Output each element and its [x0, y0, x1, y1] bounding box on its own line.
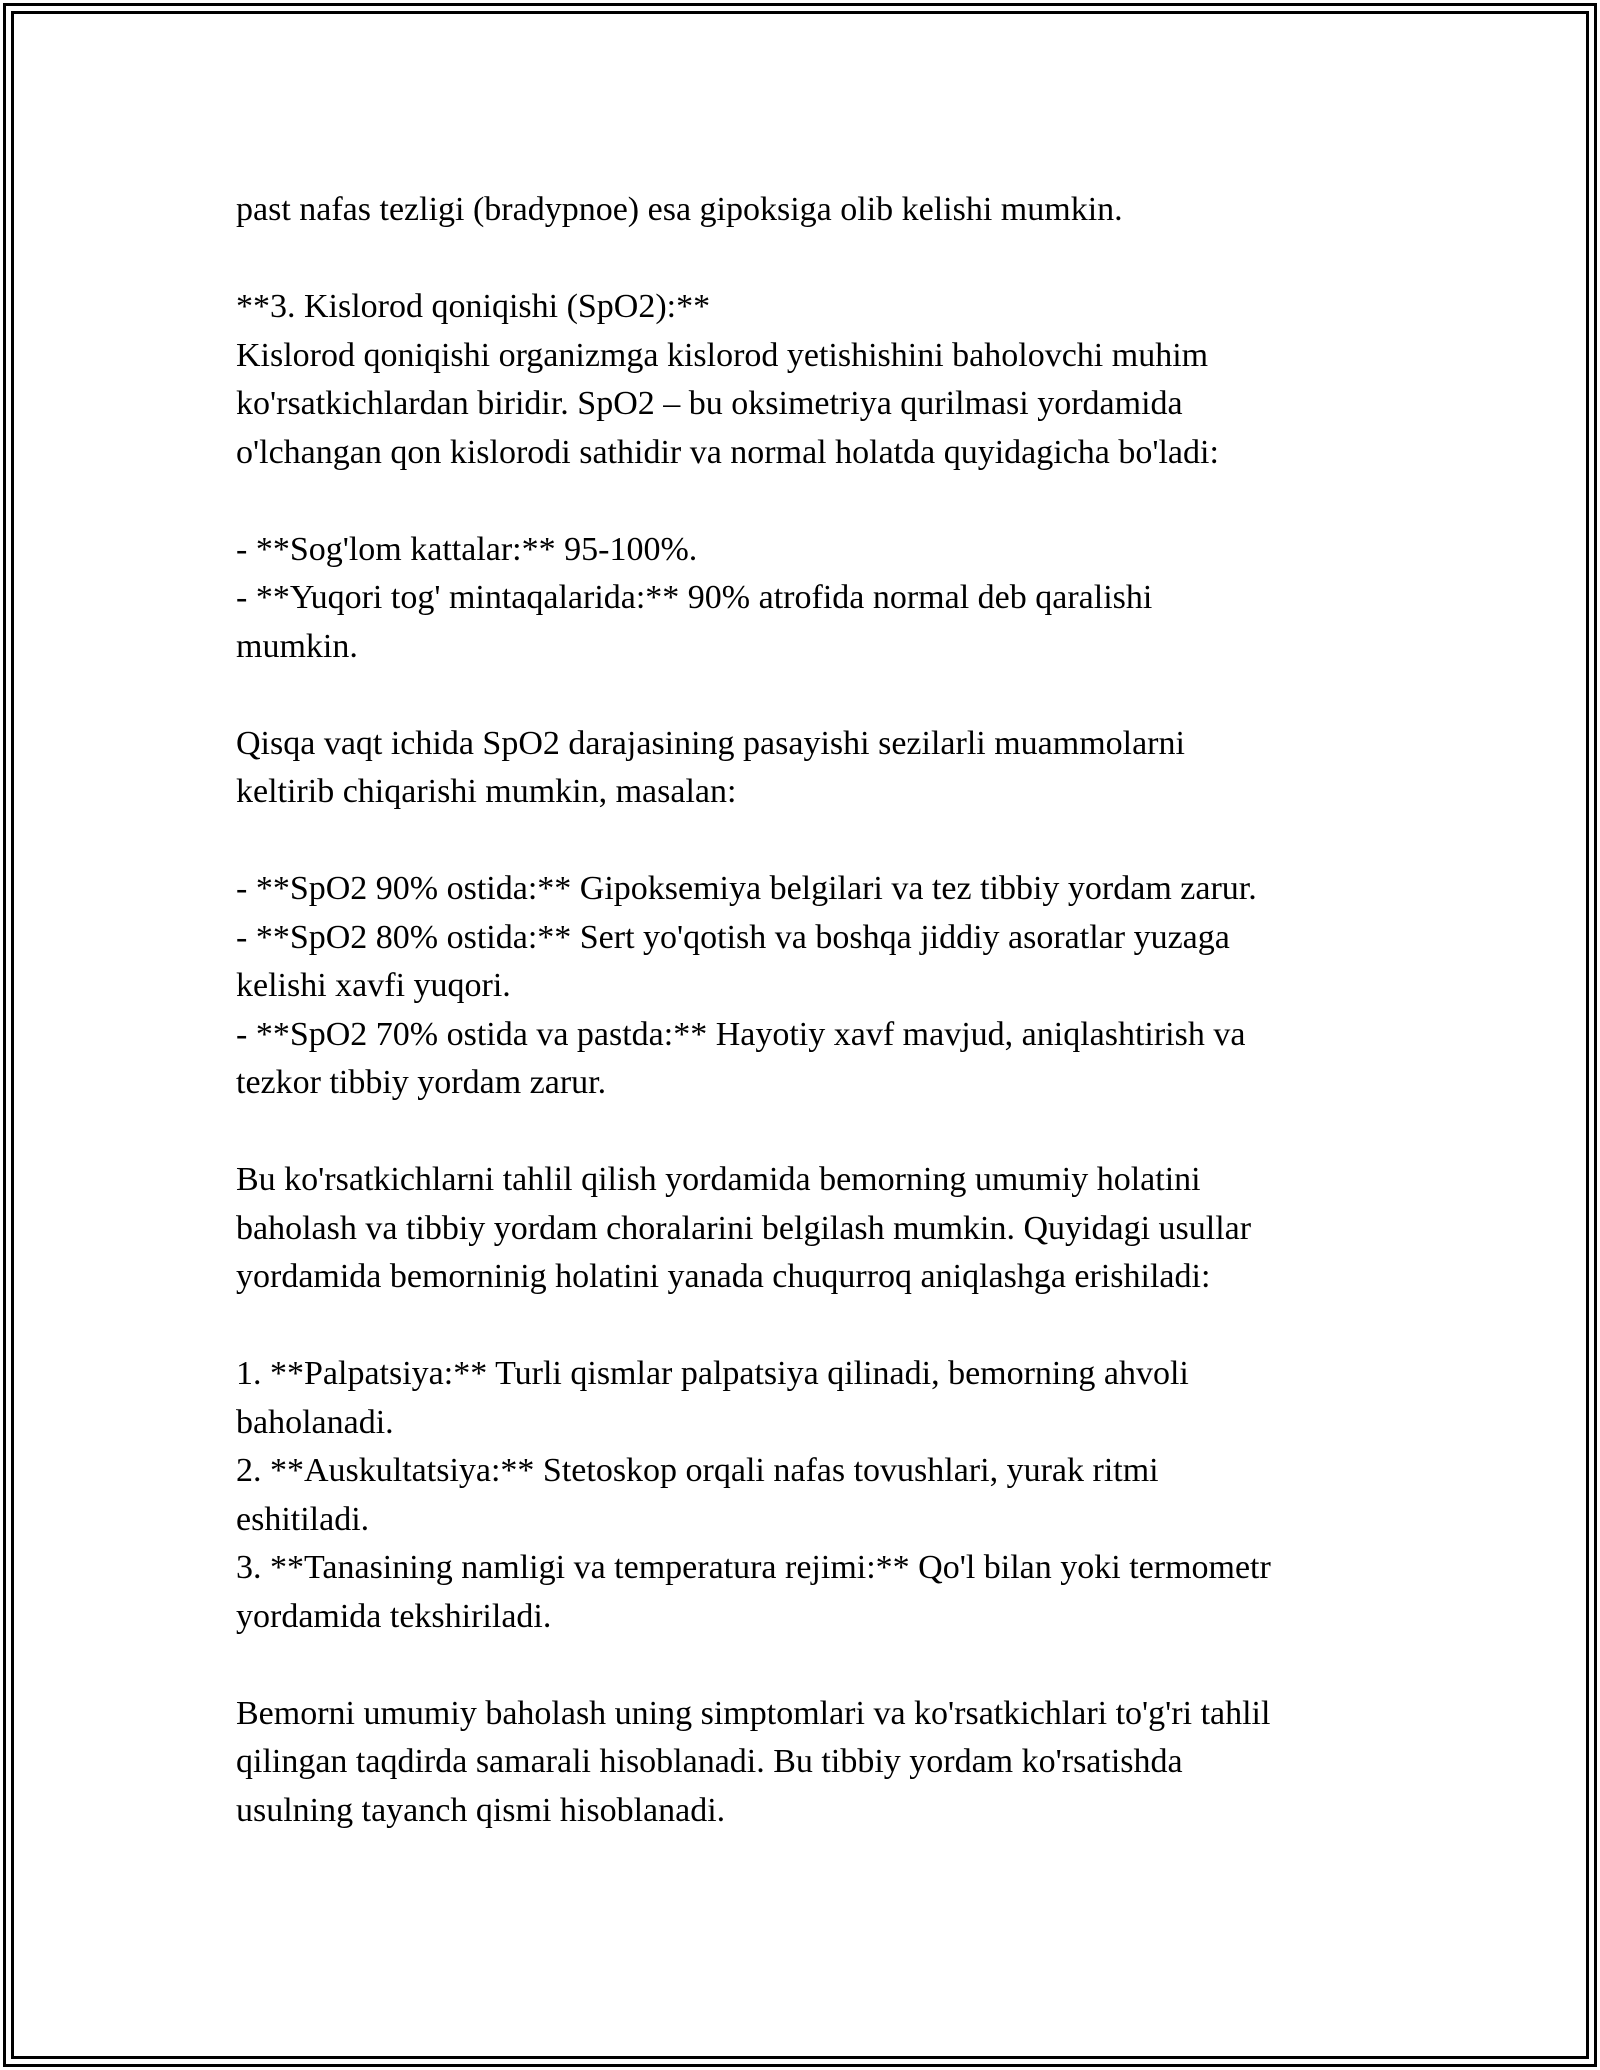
text-line: yordamida bemorninig holatini yanada chuqurroq aniqlashga erishiladi:: [236, 1258, 1211, 1295]
list-item: - **SpO2 70% ostida va pastda:** Hayotiy xavf mavjud, aniqlashtirish va: [236, 1015, 1246, 1053]
normal-values-list: [236, 526, 1376, 672]
methods-list: [236, 1350, 1376, 1641]
list-item: - **SpO2 90% ostida:** Gipoksemiya belgilari va tez tibbiy yordam zarur.: [236, 870, 1257, 907]
risk-levels-list: [236, 865, 1376, 1108]
section-spo2: [236, 283, 1376, 477]
list-item-continued: kelishi xavfi yuqori.: [236, 967, 511, 1004]
list-item: 1. **Palpatsiya:** Turli qismlar palpatsiya qilinadi, bemorning ahvoli: [236, 1355, 1189, 1392]
list-item: 3. **Tanasining namligi va temperatura rejimi:** Qo'l bilan yoki termometr: [236, 1549, 1271, 1586]
paragraph-gap: [236, 235, 1376, 284]
list-item: 2. **Auskultatsiya:** Stetoskop orqali nafas tovushlari, yurak ritmi: [236, 1452, 1159, 1489]
paragraph-gap: [236, 1108, 1376, 1157]
list-item: - **Yuqori tog' mintaqalarida:** 90% atrofida normal deb qaralishi: [236, 579, 1153, 616]
list-item: - **SpO2 80% ostida:** Sert yo'qotish va boshqa jiddiy asoratlar yuzaga: [236, 918, 1230, 956]
section-heading: **3. Kislorod qoniqishi (SpO2):**: [236, 288, 711, 325]
paragraph: [236, 186, 1376, 235]
document-body: [236, 186, 1376, 1835]
paragraph-gap: [236, 1641, 1376, 1690]
list-item-continued: tezkor tibbiy yordam zarur.: [236, 1064, 607, 1101]
text-line: keltirib chiqarishi mumkin, masalan:: [236, 773, 737, 810]
text-line: Kislorod qoniqishi organizmga kislorod yetishishini baholovchi muhim: [236, 336, 1209, 374]
text-line: Qisqa vaqt ichida SpO2 darajasining pasayishi sezilarli muammolarni: [236, 724, 1185, 762]
text-line: usulning tayanch qismi hisoblanadi.: [236, 1791, 726, 1829]
text-line: Bu ko'rsatkichlarni tahlil qilish yordamida bemorning umumiy holatini: [236, 1161, 1201, 1198]
paragraph-gap: [236, 671, 1376, 720]
text-line: past nafas tezligi (bradypnoe) esa gipoksiga olib kelishi mumkin.: [236, 191, 1123, 228]
paragraph: [236, 1156, 1376, 1302]
list-item-continued: eshitiladi.: [236, 1500, 370, 1538]
text-line: baholash va tibbiy yordam choralarini belgilash mumkin. Quyidagi usullar: [236, 1209, 1252, 1247]
text-line: ko'rsatkichlardan biridir. SpO2 – bu oksimetriya qurilmasi yordamida: [236, 385, 1183, 422]
list-item: - **Sog'lom kattalar:** 95-100%.: [236, 530, 698, 568]
text-line: qilingan taqdirda samarali hisoblanadi. Bu tibbiy yordam ko'rsatishda: [236, 1743, 1183, 1780]
paragraph: [236, 720, 1376, 817]
list-item-continued: baholanadi.: [236, 1403, 394, 1441]
text-line: o'lchangan qon kislorodi sathidir va normal holatda quyidagicha bo'ladi:: [236, 433, 1219, 471]
paragraph: [236, 1690, 1376, 1836]
list-item-continued: yordamida tekshiriladi.: [236, 1597, 552, 1635]
paragraph-gap: [236, 817, 1376, 866]
text-line: Bemorni umumiy baholash uning simptomlari va ko'rsatkichlari to'g'ri tahlil: [236, 1694, 1271, 1732]
paragraph-gap: [236, 1302, 1376, 1351]
list-item-continued: mumkin.: [236, 627, 358, 665]
paragraph-gap: [236, 477, 1376, 526]
